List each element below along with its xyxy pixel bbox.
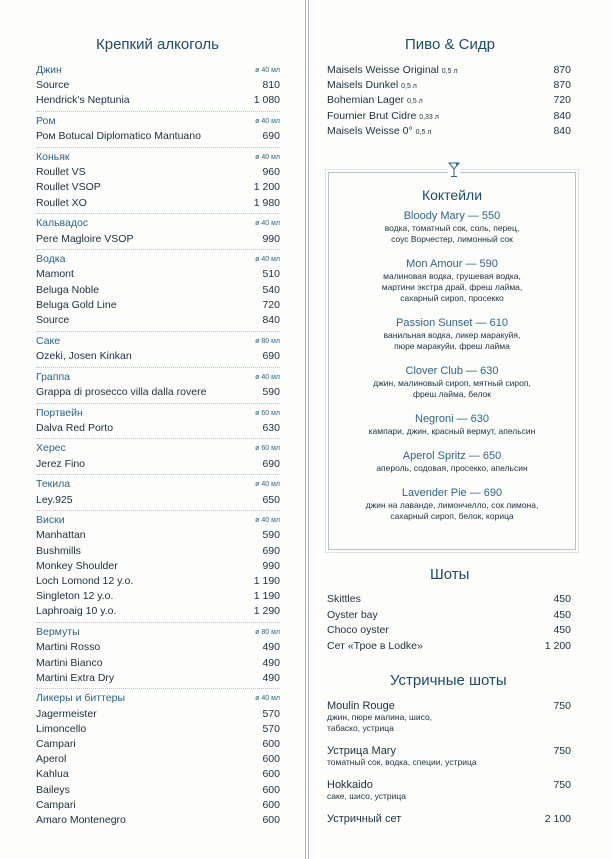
cocktail-item: [329, 257, 575, 304]
item-price: 840: [262, 314, 280, 326]
item-price: 630: [262, 421, 280, 434]
shot-price: 1 200: [544, 639, 571, 652]
section-separator: [36, 147, 280, 148]
category-name: Коньяк: [36, 151, 70, 163]
item-name: Grappa di prosecco villa dalla rovere: [36, 385, 207, 398]
item-price: 690: [262, 349, 280, 362]
item-price: 570: [262, 707, 280, 720]
oyster-shot-item: [327, 700, 571, 734]
section-separator: [36, 367, 280, 368]
menu-item-row: [36, 313, 280, 328]
category-volume: ø 60 мл: [255, 409, 280, 417]
category-row: [36, 114, 280, 129]
beer-item-row: [327, 93, 571, 108]
item-name: Singleton 12 y.o.: [36, 590, 114, 603]
section-separator: [36, 111, 280, 112]
item-name: Roullet XO: [36, 196, 87, 209]
category-row: [36, 252, 280, 267]
beer-name: Maisels Dunkel 0,5 л: [327, 79, 417, 92]
category-name: Вермуты: [36, 626, 80, 639]
menu-item-row: [36, 707, 280, 722]
menu-item-row: [36, 385, 280, 400]
section-separator: [36, 510, 280, 511]
beer-price: 840: [553, 124, 571, 137]
item-price: 510: [262, 268, 280, 281]
cocktail-description: соус Ворчестер, лимонный сок: [391, 234, 513, 244]
item-name: Baileys: [36, 783, 70, 796]
menu-item-row: [36, 93, 280, 108]
oyster-shot-description: табаско, устрица: [327, 723, 394, 733]
menu-item-row: [36, 722, 280, 737]
beer-volume: 0,5 л: [401, 83, 417, 91]
shot-name: Choco oyster: [327, 624, 389, 636]
item-name: Campari: [36, 738, 76, 750]
item-name: Jagermeister: [36, 707, 97, 720]
shot-price: 450: [553, 624, 571, 636]
beer-cider-title: Пиво & Сидр: [405, 36, 495, 53]
menu-item-row: [36, 298, 280, 313]
column-divider: [305, 0, 309, 859]
section-separator: [36, 688, 280, 689]
category-name: Виски: [36, 514, 65, 527]
category-volume: ø 40 мл: [255, 695, 280, 703]
menu-item-row: [36, 656, 280, 671]
category-row: [36, 691, 280, 706]
oyster-shot-name: Устричный сет: [327, 813, 402, 825]
cocktail-description: апероль, содовая, просекко, апельсин: [376, 463, 528, 473]
beer-price: 870: [553, 79, 571, 92]
item-price: 540: [262, 283, 280, 296]
cocktails-box: [328, 172, 576, 550]
item-price: 960: [262, 166, 280, 179]
cocktail-glass-icon: [448, 162, 460, 178]
cocktails-title: Коктейли: [421, 187, 483, 203]
section-separator: [36, 474, 280, 475]
menu-item-row: [36, 640, 280, 655]
shot-item-row: [327, 623, 571, 638]
category-name: Граппа: [36, 370, 70, 383]
beer-price: 720: [553, 94, 571, 107]
category-name: Саке: [36, 334, 61, 347]
menu-item-row: [36, 349, 280, 364]
category-volume: ø 40 мл: [255, 373, 280, 381]
item-name: Martini Bianco: [36, 656, 103, 669]
item-name: Manhattan: [36, 529, 86, 542]
oyster-shot-description: саке, шисо, устрица: [327, 791, 406, 801]
menu-item-row: [36, 129, 280, 144]
section-separator: [36, 213, 280, 214]
cocktail-item: [329, 449, 575, 474]
menu-item-row: [36, 604, 280, 619]
oyster-shot-price: 750: [553, 700, 571, 712]
beer-price: 870: [553, 64, 571, 76]
item-name: Ozeki, Josen Kinkan: [36, 349, 132, 362]
oyster-shot-price: 750: [553, 779, 571, 791]
cocktail-item: [329, 209, 575, 245]
menu-item-row: [36, 767, 280, 782]
item-name: Source: [36, 314, 70, 326]
item-name: Kahlua: [36, 768, 69, 781]
category-row: [36, 370, 280, 385]
item-name: Martini Extra Dry: [36, 671, 115, 684]
section-separator: [36, 622, 280, 623]
category-volume: ø 40 мл: [255, 517, 280, 525]
item-price: 590: [262, 385, 280, 398]
item-name: Roullet VS: [36, 166, 86, 179]
cocktail-description: водка, томатный сок, соль, перец,: [384, 223, 520, 233]
item-price: 600: [262, 738, 280, 750]
shot-price: 450: [553, 593, 571, 605]
item-price: 690: [262, 544, 280, 557]
category-name: Водка: [36, 253, 66, 266]
category-volume: ø 40 мл: [255, 220, 280, 228]
item-name: Monkey Shoulder: [36, 559, 118, 572]
menu-item-row: [36, 180, 280, 195]
cocktail-description: кампари, джин, красный вермут, апельсин: [368, 426, 536, 436]
cocktail-item: [329, 486, 575, 522]
item-price: 1 200: [253, 181, 280, 194]
item-name: Ley.925: [36, 493, 73, 506]
beer-item-row: [327, 63, 571, 78]
menu-item-row: [36, 671, 280, 686]
item-name: Source: [36, 79, 70, 92]
oyster-shot-item: [327, 745, 571, 768]
shot-name: Skittles: [327, 593, 361, 605]
category-row: [36, 406, 280, 421]
section-separator: [36, 249, 280, 250]
item-price: 690: [262, 130, 280, 143]
cocktail-description: сахарный сироп, белок, корица: [390, 511, 514, 521]
oyster-shot-name: Moulin Rouge: [327, 700, 395, 712]
item-price: 490: [262, 671, 280, 684]
item-price: 990: [262, 232, 280, 245]
item-name: Loch Lomond 12 y.o.: [36, 575, 134, 587]
menu-item-row: [36, 544, 280, 559]
cocktail-item: [329, 364, 575, 400]
shot-name: Oyster bay: [327, 608, 378, 621]
oyster-shot-price: 750: [553, 745, 571, 757]
item-price: 570: [262, 722, 280, 735]
cocktail-item: [329, 316, 575, 352]
item-name: Beluga Noble: [36, 283, 100, 296]
category-name: Херес: [36, 442, 66, 455]
section-separator: [36, 438, 280, 439]
menu-item-row: [36, 783, 280, 798]
beer-name: Bohemian Lager 0,5 л: [327, 94, 423, 107]
beer-volume: 0,5 л: [415, 128, 432, 136]
shot-price: 450: [553, 608, 571, 621]
beer-item-row: [327, 78, 571, 93]
menu-item-row: [36, 737, 280, 752]
category-name: Ром: [36, 115, 56, 128]
beer-volume: 0,5 л: [441, 68, 458, 75]
item-price: 1 290: [253, 605, 280, 618]
item-price: 1 190: [253, 575, 280, 587]
category-row: [36, 334, 280, 349]
category-name: Кальвадос: [36, 217, 89, 230]
item-name: Roullet VSOP: [36, 181, 101, 194]
cocktail-description: ванильная водка, ликер маракуйя,: [383, 330, 521, 340]
beer-volume: 0,33 л: [419, 113, 439, 121]
cocktail-description: джин на лаванде, лимончелло, сок лимона,: [365, 500, 539, 510]
category-name: Ликеры и биттеры: [36, 692, 125, 705]
category-name: Портвейн: [36, 406, 83, 419]
item-price: 720: [262, 298, 280, 311]
cocktail-name: Clover Club — 630: [405, 365, 499, 377]
item-name: Campari: [36, 798, 76, 811]
cocktail-description: джин, малиновый сироп, мятный сироп,: [373, 378, 531, 388]
category-volume: ø 40 мл: [255, 256, 280, 264]
cocktail-name: Lavender Pie — 690: [401, 487, 503, 499]
cocktail-description: пюре маракуйи, фреш лайма: [394, 341, 510, 351]
category-volume: ø 40 мл: [255, 67, 280, 74]
menu-item-row: [36, 78, 280, 93]
item-name: Jerez Fino: [36, 457, 86, 470]
menu-item-row: [36, 232, 280, 247]
item-name: Martini Rosso: [36, 641, 101, 654]
item-price: 990: [262, 559, 280, 572]
item-name: Aperol: [36, 753, 67, 766]
cocktail-item: [329, 412, 575, 437]
category-row: [36, 513, 280, 528]
item-name: Bushmills: [36, 544, 81, 557]
menu-item-row: [36, 574, 280, 589]
menu-item-row: [36, 752, 280, 767]
item-price: 810: [262, 79, 280, 92]
item-price: 600: [262, 768, 280, 781]
item-price: 1 080: [253, 94, 280, 107]
cocktail-name: Aperol Spritz — 650: [402, 450, 502, 462]
category-volume: ø 60 мл: [255, 445, 280, 453]
category-volume: ø 40 мл: [255, 118, 280, 126]
item-name: Hendrick's Neptunia: [36, 94, 130, 107]
category-row: [36, 477, 280, 492]
shot-item-row: [327, 608, 571, 623]
item-name: Ром Botucal Diplomatico Mantuano: [36, 130, 201, 143]
item-price: 600: [262, 798, 280, 811]
beer-name: Maisels Weisse 0° 0,5 л: [327, 124, 432, 137]
category-row: [36, 63, 280, 78]
beer-name: Fournier Brut Cidre 0,33 л: [327, 109, 439, 122]
item-price: 1 980: [253, 196, 280, 209]
cocktail-description: сахарный сироп, просекко: [400, 293, 504, 303]
cocktail-name: Mon Amour — 590: [406, 258, 498, 270]
cocktail-name: Passion Sunset — 610: [396, 317, 508, 329]
menu-item-row: [36, 589, 280, 604]
category-volume: ø 80 мл: [255, 629, 280, 637]
item-name: Limoncello: [36, 722, 87, 735]
item-name: Dalva Red Porto: [36, 421, 114, 434]
cocktail-description: мартини экстра драй, фреш лайма,: [381, 282, 523, 292]
strong-alcohol-title: Крепкий алкоголь: [96, 36, 219, 53]
category-volume: ø 80 мл: [255, 337, 280, 345]
menu-item-row: [36, 493, 280, 508]
beer-item-row: [327, 124, 571, 139]
menu-item-row: [36, 421, 280, 436]
cocktail-name: Negroni — 630: [415, 413, 489, 425]
item-price: 600: [262, 814, 280, 826]
oyster-shots-title: Устричные шоты: [390, 672, 507, 689]
item-name: Pere Magloire VSOP: [36, 232, 134, 245]
item-name: Mamont: [36, 268, 74, 281]
shots-title: Шоты: [430, 566, 470, 583]
item-price: 490: [262, 656, 280, 669]
shot-name: Сет «Трое в Lodke»: [327, 639, 423, 652]
menu-item-row: [36, 165, 280, 180]
oyster-shot-name: Устрица Mary: [327, 745, 396, 757]
category-name: Текила: [36, 478, 71, 491]
menu-item-row: [36, 559, 280, 574]
item-price: 650: [262, 493, 280, 506]
item-price: 1 190: [253, 590, 280, 603]
menu-item-row: [36, 528, 280, 543]
category-row: [36, 441, 280, 456]
item-name: Amaro Montenegro: [36, 814, 126, 826]
item-price: 600: [262, 783, 280, 796]
menu-item-row: [36, 813, 280, 828]
category-volume: ø 40 мл: [255, 154, 280, 161]
cocktail-description: малиновая водка, грушевая водка,: [383, 271, 521, 281]
menu-item-row: [36, 798, 280, 813]
oyster-shot-price: 2 100: [544, 813, 571, 825]
cocktail-name: Bloody Mary — 550: [403, 210, 501, 222]
beer-item-row: [327, 109, 571, 124]
category-volume: ø 40 мл: [255, 481, 280, 489]
section-separator: [36, 331, 280, 332]
shot-item-row: [327, 592, 571, 607]
oyster-shot-item: [327, 813, 571, 825]
category-row: [36, 216, 280, 231]
menu-item-row: [36, 267, 280, 282]
cocktail-description: фреш лайма, белок: [412, 389, 492, 399]
item-price: 490: [262, 641, 280, 654]
menu-item-row: [36, 457, 280, 472]
beer-volume: 0,5 л: [406, 98, 423, 106]
menu-item-row: [36, 283, 280, 298]
beer-price: 840: [553, 109, 571, 122]
oyster-shot-name: Hokkaido: [327, 779, 373, 791]
item-price: 590: [262, 529, 280, 542]
category-row: [36, 150, 280, 165]
item-name: Beluga Gold Line: [36, 298, 117, 311]
category-name: Джин: [36, 64, 62, 76]
oyster-shot-description: томатный сок, водка, специи, устрица: [327, 757, 477, 767]
shot-item-row: [327, 639, 571, 654]
oyster-shot-item: [327, 779, 571, 802]
item-price: 690: [262, 457, 280, 470]
beer-name: Maisels Weisse Original 0,5 л: [327, 64, 458, 76]
category-row: [36, 625, 280, 640]
section-separator: [36, 403, 280, 404]
item-price: 600: [262, 753, 280, 766]
menu-item-row: [36, 196, 280, 211]
item-name: Laphroaig 10 y.o.: [36, 605, 117, 618]
oyster-shot-description: джин, пюре малина, шисо,: [327, 712, 433, 722]
